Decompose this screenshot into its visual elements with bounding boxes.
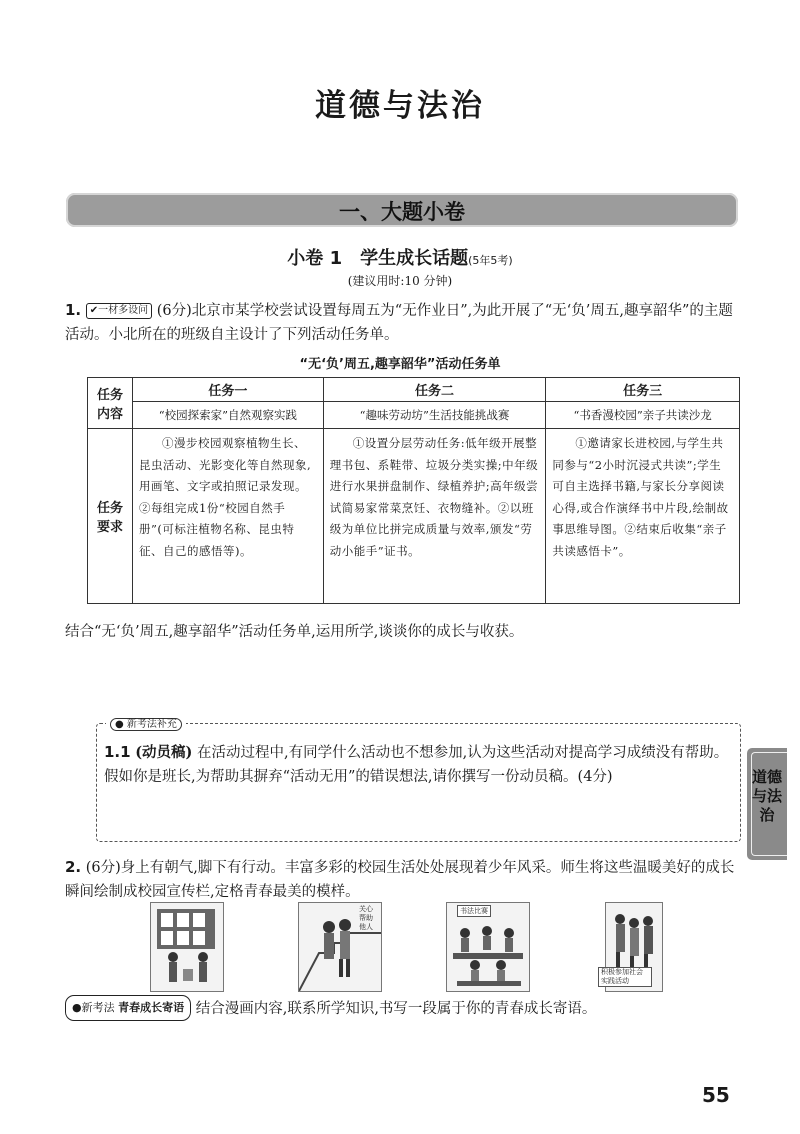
new-method-tag [65,995,191,1021]
paper-title-note: (5年5考) [468,254,513,267]
check-icon: ✔ [89,305,99,316]
row-label-req-text: 任务要求 [96,501,123,535]
question-2-text: (6分)身上有朝气,脚下有行动。丰富多彩的校园生活处处展现着少年风采。师生将这些温暖美好的成长瞬间绘制成校园宣传栏,定格青春最美的模样。 [65,860,735,900]
table-header-1: 任务一 [133,378,324,402]
question-2-prompt-text: 结合漫画内容,联系所学知识,书写一段属于你的青春成长寄语。 [195,1001,597,1017]
section-banner [66,193,738,227]
comic-panel-1 [150,902,224,992]
row-label-requirements [88,429,133,604]
supplement-question [104,740,730,789]
new-method-tag-text: 新考法 [81,1001,115,1014]
lightbulb-icon-2: ● [72,1001,82,1014]
time-note: (建议用时:10 分钟) [347,274,453,288]
supplement-number: 1.1 [104,743,131,761]
question-1-tag-text: 一材多设问 [98,305,149,316]
comic-panel-3 [446,902,530,992]
comic-label-3: 积极参加社会实践活动 [598,967,652,987]
comic-panel-4 [601,902,663,992]
new-method-tag-label: 青春成长寄语 [118,1001,185,1014]
page-number: 55 [702,1083,730,1107]
comic-label-2: 书法比赛 [457,905,491,917]
question-2-prompt [65,995,745,1021]
paper-title [0,244,800,270]
comic-label-1: 关心帮助他人 [359,905,373,931]
question-1-tag [86,303,152,319]
supplement-label: (动员稿) [135,744,193,761]
question-1-prompt: 结合“无‘负’周五,趣享韶华”活动任务单,运用所学,谈谈你的成长与收获。 [65,624,524,640]
supplement-text: 在活动过程中,有同学什么活动也不想参加,认为这些活动对提高学习成绩没有帮助。假如你是班长,为帮助其摒弃“活动无用”的错误想法,请你撰写一份动员稿。(4分) [104,745,729,785]
comic-panel-2 [298,902,382,992]
section-banner-text: 一、大题小卷 [339,200,465,224]
task-req-1: ①漫步校园观察植物生长、昆虫活动、光影变化等自然现象,用画笔、文字或拍照记录发现。②每组完成1份“校园自然手册”(可标注植物名称、昆虫特征、自己的感悟等)。 [133,429,324,604]
lightbulb-icon: ● [115,719,124,730]
page-title: 道德与法治 [315,88,485,124]
task-name-3: “书香漫校园”亲子共读沙龙 [546,402,740,429]
supplement-tag-text: 新考法补充 [126,719,177,730]
task-name-1: “校园探索家”自然观察实践 [133,402,324,429]
comic-art-1 [151,903,223,991]
table-header-2: 任务二 [323,378,546,402]
task-name-2: “趣味劳动坊”生活技能挑战赛 [323,402,546,429]
question-1-text: (6分)北京市某学校尝试设置每周五为“无作业日”,为此开展了“无‘负’周五,趣享韶华”的主题活动。小北所在的班级自主设计了下列活动任务单。 [65,303,733,343]
row-label-content-text: 内容 [96,407,123,422]
supplement-tag [106,715,186,730]
task-table [87,377,740,604]
subject-side-tab [747,748,787,860]
row-label-task-text: 任务 [96,388,123,403]
question-1-number: 1. [65,301,82,319]
question-1 [65,298,745,347]
paper-title-text: 小卷 1 学生成长话题 [287,248,469,269]
row-label-content [88,378,133,429]
task-req-3: ①邀请家长进校园,与学生共同参与“2小时沉浸式共读”;学生可自主选择书籍,与家长分享阅读心得,或合作演绎书中片段,绘制故事思维导图。②结束后收集“亲子共读感悟卡”。 [546,429,740,604]
side-tab-text: 道德与法治 [751,768,782,824]
task-req-2: ①设置分层劳动任务:低年级开展整理书包、系鞋带、垃圾分类实操;中年级进行水果拼盘制作、绿植养护;高年级尝试简易家常菜烹饪、衣物缝补。②以班级为单位比拼完成质量与效率,颁发“劳动小能手”证书。 [323,429,546,604]
table-caption: “无‘负’周五,趣享韶华”活动任务单 [299,357,501,372]
question-2 [65,855,745,904]
question-2-number: 2. [65,858,82,876]
table-header-3: 任务三 [546,378,740,402]
